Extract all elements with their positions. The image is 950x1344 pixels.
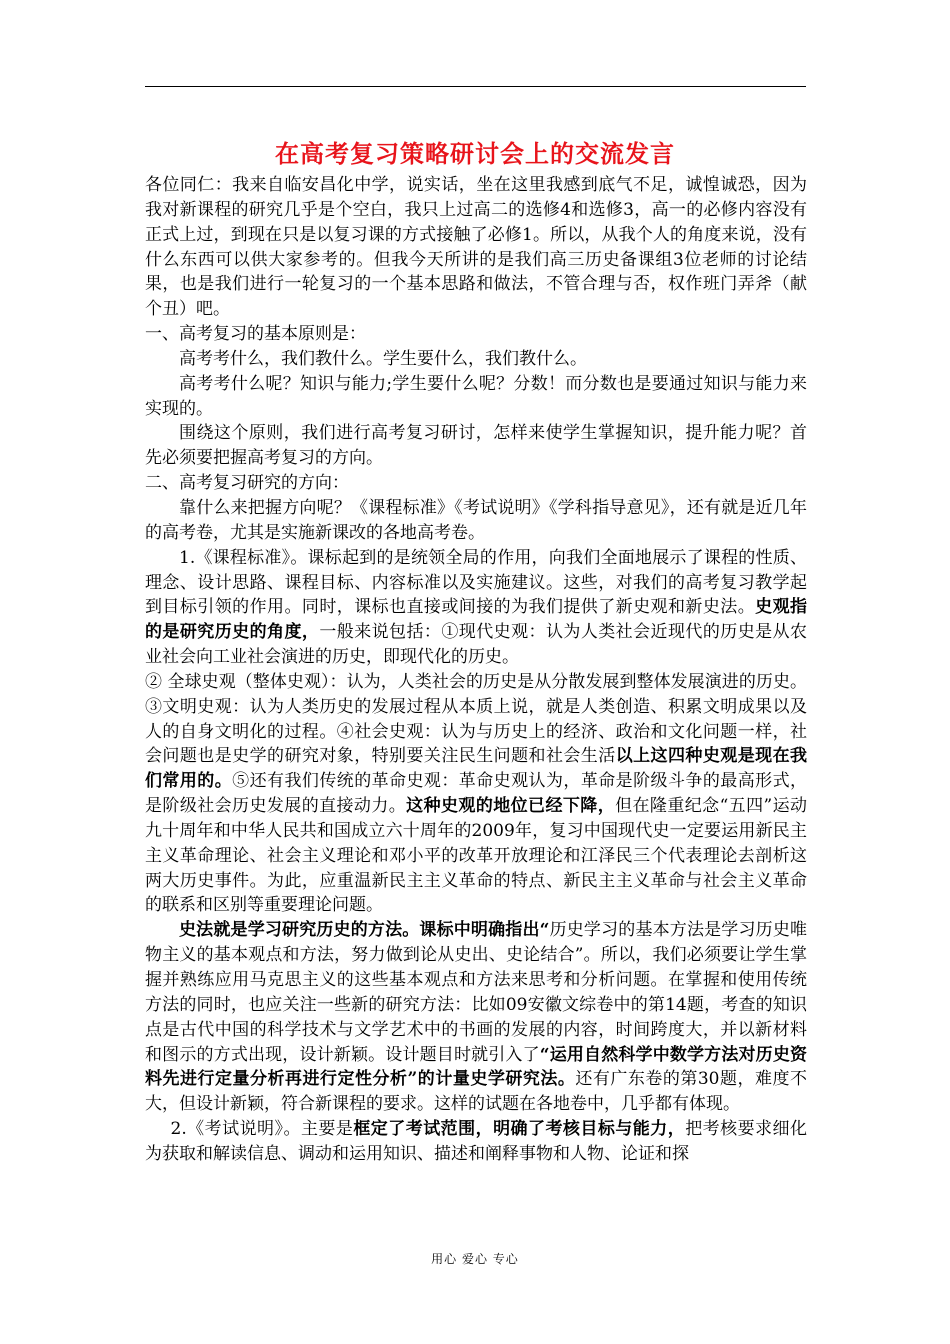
views-text-2: ⑤还有我们传统的革命史观：革命史观认为，革命是阶级斗争的最高形式，是阶级社会历史发展的直接动力。 (145, 771, 808, 817)
curriculum-text-2: 一般来说包括：①现代史观：认为人类社会近现代的历史是从农业社会向工业社会演进的历史，即现代化的历史。 (145, 622, 808, 668)
document-body (145, 173, 807, 1167)
section-heading-1: 一、高考复习的基本原则是： (145, 324, 366, 345)
historical-view-definition: 史观指的是研究历史的角度， (145, 597, 808, 643)
method-definition: 史法就是学习研究历史的方法。课标中明确指出“ (179, 920, 550, 941)
principle-paragraph-3: 围绕这个原则，我们进行高考复习研讨，怎样来使学生掌握知识，提升能力呢？首先必须要把握高考复习的方向。 (145, 423, 807, 469)
views-text-1: ② 全球史观（整体史观）：认为，人类社会的历史是从分散发展到整体发展演进的历史。③文明史观：认为人类历史的发展过程从本质上说，就是人类创造、积累文明成果以及人的自身文明化的过程。④社会史观：认为与历史上的经济、政治和文化问题一样，社会问题也是史学的研究对象，特别要关注民生问题和社会生活 (145, 671, 807, 767)
historical-views-paragraph (145, 670, 807, 918)
document-title: 在高考复习策略研讨会上的交流发言 (275, 140, 675, 168)
page-footer: 用心 爱心 专心 (431, 1252, 519, 1266)
curriculum-standard-paragraph (145, 546, 807, 670)
method-text-2: 还有广东卷的第30题，难度不大，但设计新颖，符合新课程的要求。这样的试题在各地卷中，几乎都有体现。 (145, 1069, 808, 1115)
exam-guide-emphasis: 框定了考试范围，明确了考核目标与能力， (353, 1119, 686, 1140)
section-heading-2: 二、高考复习研究的方向： (145, 473, 349, 494)
header-rule (145, 86, 806, 87)
quantitative-method: “运用自然科学中数学方法对历史资料先进行定量分析再进行定性分析”的计量史学研究法。 (145, 1044, 807, 1090)
exam-guide-paragraph (145, 1117, 807, 1167)
revolution-view-note: 这种史观的地位已经下降， (406, 796, 616, 817)
direction-paragraph: 靠什么来把握方向呢？《课程标准》《考试说明》《学科指导意见》，还有就是近几年的高考卷，尤其是实施新课改的各地高考卷。 (145, 497, 807, 543)
intro-paragraph: 各位同仁：我来自临安昌化中学，说实话，坐在这里我感到底气不足，诚惶诚恐，因为我对新课程的研究几乎是个空白，我只上过高二的选修4和选修3，高一的必修内容没有正式上过，到现在只是以复习课的方式接触了必修1。所以，从我个人的角度来说，没有什么东西可以供大家参考的。但我今天所讲的是我们高三历史备课组3位老师的讨论结果，也是我们进行一轮复习的一个基本思路和做法，不管合理与否，权作班门弄斧（献个丑）吧。 (145, 175, 807, 320)
principle-paragraph-1: 高考考什么，我们教什么。学生要什么，我们教什么。 (179, 348, 587, 369)
historical-method-paragraph (145, 918, 807, 1117)
views-text-3: 但在隆重纪念“五四”运动九十周年和中华人民共和国成立六十周年的2009年，复习中国现代史一定要运用新民主主义革命理论、社会主义理论和邓小平的改革开放理论和江泽民三个代表理论去剖析这两大历史事件。为此，应重温新民主主义革命的特点、新民主主义革命与社会主义革命的联系和区别等重要理论问题。 (145, 796, 808, 916)
exam-guide-text-1: 2.《考试说明》。主要是 (170, 1119, 354, 1140)
principle-paragraph-2: 高考考什么呢？知识与能力;学生要什么呢？分数！而分数也是要通过知识与能力来实现的。 (145, 373, 807, 419)
exam-guide-text-2: 把考核要求细化为获取和解读信息、调动和运用知识、描述和阐释事物和人物、论证和探 (145, 1119, 807, 1164)
method-text-1: 历史学习的基本方法是学习历史唯物主义的基本观点和方法，努力做到论从史出、史论结合”。所以，我们必须要让学生掌握并熟练应用马克思主义的这些基本观点和方法来思考和分析问题。在掌握和使用传统方法的同时，也应关注一些新的研究方法：比如09安徽文综卷中的第14题，考查的知识点是古代中国的科学技术与文学艺术中的书画的发展的内容，时间跨度大，并以新材料和图示的方式出现，设计新颖。设计题目时就引入了 (145, 920, 807, 1065)
curriculum-text-1: 1.《课程标准》。课标起到的是统领全局的作用，向我们全面地展示了课程的性质、理念、设计思路、课程目标、内容标准以及实施建议。这些，对我们的高考复习教学起到目标引领的作用。同时，课标也直接或间接的为我们提供了新史观和新史法。 (145, 547, 807, 618)
views-summary: 以上这四种史观是现在我们常用的。 (145, 746, 808, 792)
